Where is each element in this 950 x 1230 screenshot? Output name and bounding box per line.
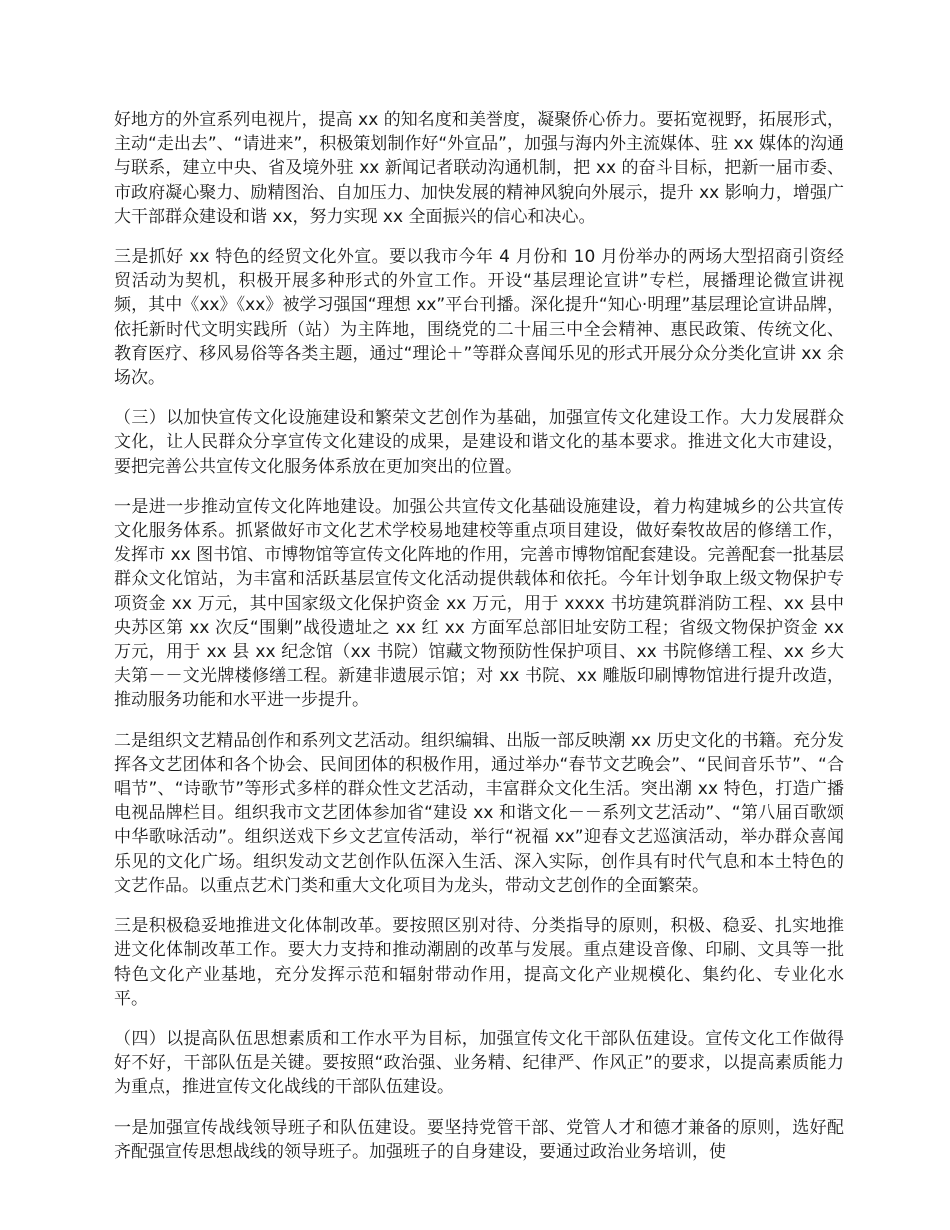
paragraph-6: 三是积极稳妥地推进文化体制改革。要按照区别对待、分类指导的原则，积极、稳妥、扎实地推进文化体制改革工作。要大力支持和推动潮剧的改革与发展。重点建设音像、印刷、文具等一批特色文化产业基地，充分发挥示范和辐射带动作用，提高文化产业规模化、集约化、专业化水平。 bbox=[114, 916, 844, 1009]
paragraph-3: （三）以加快宣传文化设施建设和繁荣文艺创作为基础，加强宣传文化建设工作。大力发展群众文化，让人民群众分享宣传文化建设的成果，是建设和谐文化的基本要求。推进文化大市建设，要把完善公共宣传文化服务体系放在更加突出的位置。 bbox=[114, 408, 844, 477]
paragraph-1: 好地方的外宣系列电视片，提高 xx 的知名度和美誉度，凝聚侨心侨力。要拓宽视野，拓展形式，主动“走出去”、“请进来”，积极策划制作好“外宣品”，加强与海内外主流媒体、驻 xx 媒体的沟通与联系，建立中央、省及境外驻 xx 新闻记者联动沟通机制，把 xx 的奋斗目标，把新一届市委、市政府凝心聚力、励精图治、自加压力、加快发展的精神风貌向外展示，提升 xx 影响力，增强广大干部群众建设和谐 xx，努力实现 xx 全面振兴的信心和决心。 bbox=[114, 110, 844, 227]
paragraph-8: 一是加强宣传战线领导班子和队伍建设。要坚持党管干部、党管人才和德才兼备的原则，选好配齐配强宣传思想战线的领导班子。加强班子的自身建设，要通过政治业务培训，使 bbox=[114, 1117, 844, 1162]
paragraph-4: 一是进一步推动宣传文化阵地建设。加强公共宣传文化基础设施建设，着力构建城乡的公共宣传文化服务体系。抓紧做好市文化艺术学校易地建校等重点项目建设，做好秦牧故居的修缮工作，发挥市 xx 图书馆、市博物馆等宣传文化阵地的作用，完善市博物馆配套建设。完善配套一批基层群众文化馆站，为丰富和活跃基层宣传文化活动提供载体和依托。今年计划争取上级文物保护专项资金 xx 万元，其中国家级文化保护资金 xx 万元，用于 xxxx 书坊建筑群消防工程、xx 县中央苏区第 xx 次反“围剿”战役遗址之 xx 红 xx 方面军总部旧址安防工程；省级文物保护资金 xx 万元，用于 xx 县 xx 纪念馆（xx 书院）馆藏文物预防性保护项目、xx 书院修缮工程、xx 乡大夫第－－文光牌楼修缮工程。新建非遗展示馆；对 xx 书院、xx 雕版印刷博物馆进行提升改造，推动服务功能和水平进一步提升。 bbox=[114, 496, 844, 711]
paragraph-7: （四）以提高队伍思想素质和工作水平为目标，加强宣传文化干部队伍建设。宣传文化工作做得好不好，干部队伍是关键。要按照“政治强、业务精、纪律严、作风正”的要求，以提高素质能力为重点，推进宣传文化战线的干部队伍建设。 bbox=[114, 1028, 844, 1098]
paragraph-5: 二是组织文艺精品创作和系列文艺活动。组织编辑、出版一部反映潮 xx 历史文化的书籍。充分发挥各文艺团体和各个协会、民间团体的积极作用，通过举办“春节文艺晚会”、“民间音乐节”、“合唱节”、“诗歌节”等形式多样的群众性文艺活动，丰富群众文化生活。突出潮 xx 特色，打造广播电视品牌栏目。组织我市文艺团体参加省“建设 xx 和谐文化－－系列文艺活动”、“第八届百歌颂中华歌咏活动”。组织送戏下乡文艺宣传活动，举行“祝福 xx”迎春文艺巡演活动，举办群众喜闻乐见的文化广场。组织发动文艺创作队伍深入生活、深入实际，创作具有时代气息和本土特色的文艺作品。以重点艺术门类和重大文化项目为龙头，带动文艺创作的全面繁荣。 bbox=[114, 730, 844, 896]
document-body bbox=[114, 108, 844, 1180]
paragraph-2: 三是抓好 xx 特色的经贸文化外宣。要以我市今年 4 月份和 10 月份举办的两场大型招商引资经贸活动为契机，积极开展多种形式的外宣工作。开设“基层理论宣讲”专栏，展播理论微宣讲视频，其中《xx》《xx》被学习强国“理想 xx”平台刊播。深化提升“知心·明理”基层理论宣讲品牌，依托新时代文明实践所（站）为主阵地，围绕党的二十届三中全会精神、惠民政策、传统文化、教育医疗、移风易俗等各类主题，通过“理论＋”等群众喜闻乐见的形式开展分众分类化宣讲 xx 余场次。 bbox=[114, 247, 844, 389]
